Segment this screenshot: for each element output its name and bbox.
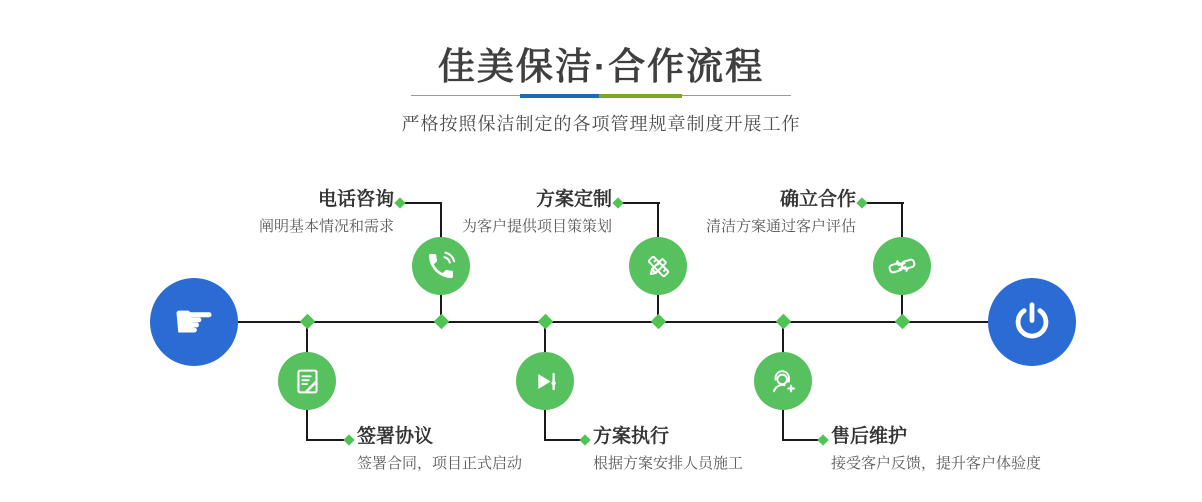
step-subtitle: 阐明基本情况和需求: [258, 217, 394, 235]
step-subtitle: 清洁方案通过客户评估: [705, 217, 856, 235]
step-title: 方案执行: [593, 426, 670, 447]
design-icon: [643, 251, 674, 282]
step-subtitle: 为客户提供项目策策划: [461, 217, 612, 235]
label-bullet-plan: [612, 197, 623, 208]
junction-sign: [300, 314, 316, 330]
step-title: 签署协议: [357, 426, 434, 447]
phone-icon: [425, 250, 457, 282]
label-bullet-sign: [343, 434, 354, 445]
step-node-cooperate: [873, 237, 931, 295]
junction-execute: [538, 314, 554, 330]
step-node-plan: [629, 237, 687, 295]
page-title: 佳美保洁·合作流程: [437, 46, 765, 87]
divider-line-left: [411, 95, 520, 96]
junction-aftersale: [776, 314, 792, 330]
divider-accent-green: [599, 94, 682, 98]
timeline-end-node: [988, 278, 1076, 366]
junction-phone: [434, 314, 450, 330]
step-node-sign: [278, 352, 336, 410]
play-icon: [530, 366, 561, 397]
step-node-aftersale: [754, 352, 812, 410]
step-node-phone: [412, 237, 470, 295]
step-title: 售后维护: [831, 426, 908, 447]
connector-sign-h: [307, 439, 345, 441]
power-icon: [1010, 300, 1054, 344]
divider-line-right: [682, 95, 791, 96]
handshake-icon: [886, 250, 918, 282]
step-title: 方案定制: [535, 189, 612, 210]
step-node-execute: [516, 352, 574, 410]
step-subtitle: 根据方案安排人员施工: [593, 454, 744, 472]
pointing-hand-icon: ☛: [172, 294, 216, 350]
step-subtitle: 签署合同，项目正式启动: [357, 454, 523, 472]
step-title: 电话咨询: [317, 189, 394, 210]
connector-cooperate-h: [866, 202, 904, 204]
title-divider: [411, 93, 791, 98]
timeline-start-node: [150, 278, 238, 366]
step-label-phone: [174, 189, 394, 236]
step-title: 确立合作: [779, 189, 856, 210]
junction-cooperate: [895, 314, 911, 330]
step-label-cooperate: [636, 189, 856, 236]
contract-icon: [292, 366, 323, 397]
headset-icon: [768, 366, 799, 397]
step-label-plan: [392, 189, 612, 236]
step-subtitle: 接受客户反馈，提升客户体验度: [831, 454, 1042, 472]
step-label-aftersale: [831, 426, 1111, 473]
label-bullet-cooperate: [856, 197, 867, 208]
divider-accent-blue: [520, 94, 599, 98]
page-subtitle: 严格按照保洁制定的各项管理规章制度开展工作: [401, 114, 801, 134]
junction-plan: [651, 314, 667, 330]
